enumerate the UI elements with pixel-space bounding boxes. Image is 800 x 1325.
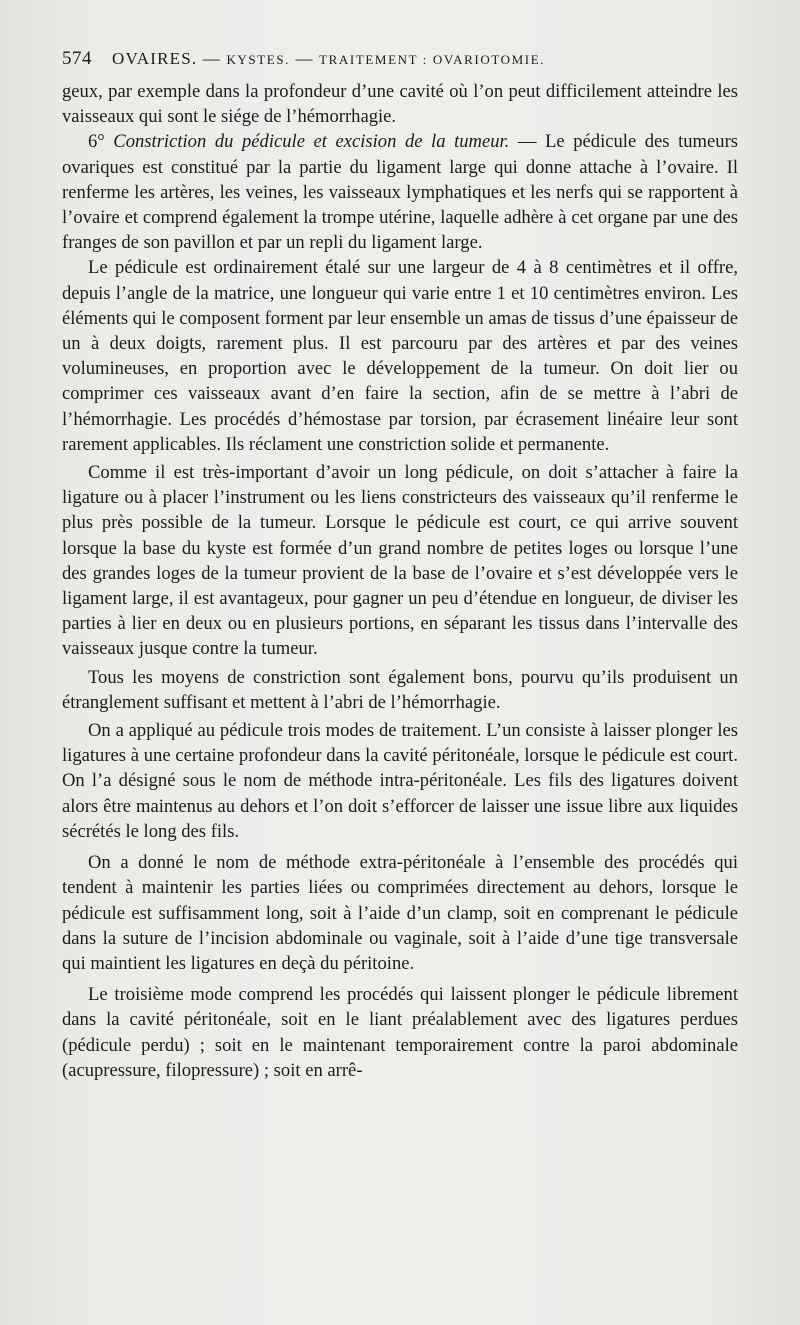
paragraph: Comme il est très-important d’avoir un long pédicule, on doit s’attacher à faire la ligature ou à placer l’instrument ou les liens constricteurs des vaisseaux qu’il renferme le plus près possible de la tumeur. Lorsque le pédicule est court, ce qui arrive souvent lorsque la base du kyste est formée d’un grand nombre de petites loges ou lorsque l’une des grandes loges de la tumeur provient de la base de l’ovaire et s’est développée vers le ligament large, il est avantageux, pour gagner un peu d’étendue en longueur, de diviser les parties à lier en deux ou en plusieurs portions, en séparant les tissus dans l’intervalle des vaisseaux jusque contre la tumeur.	[62, 462, 738, 660]
running-title-separator: —	[202, 49, 221, 68]
running-title-traitement: TRAITEMENT : OVARIOTOMIE.	[319, 52, 546, 67]
page-number: 574	[62, 48, 92, 69]
body-text	[62, 79, 738, 1083]
paragraph: Tous les moyens de constriction sont également bons, pourvu qu’ils produisent un étranglement suffisant et mettent à l’abri de l’hémorrhagie.	[62, 666, 738, 713]
paragraph-section-6	[62, 129, 738, 255]
paragraph-continued: geux, par exemple dans la profondeur d’une cavité où l’on peut difficilement atteindre les vaisseaux qui sont le siége de l’hémorrhagie.	[62, 81, 738, 128]
section-number: 6°	[88, 131, 105, 153]
paragraph: Le troisième mode comprend les procédés qui laissent plonger le pédicule librement dans la cavité péritonéale, soit en le liant préalablement avec des ligatures perdues (pédicule perdu) ; soit en le maintenant temporairement contre la paroi abdominale (acupressure, filopressure) ; soit en arrê-	[62, 984, 738, 1081]
running-title	[112, 49, 545, 69]
section-text: Le pédicule des tumeurs ovariques est constitué par la partie du ligament large qui donne attache à l’ovaire. Il renferme les artères, les veines, les vaisseaux lymphatiques et les nerfs qui se rapportent à l’ovaire et comprend également la trompe utérine, laquelle adhère à cet organe par une des franges de son pavillon et par un repli du ligament large.	[62, 131, 738, 254]
running-title-main: OVAIRES.	[112, 49, 198, 68]
running-header	[62, 48, 742, 74]
section-dash: —	[517, 131, 537, 153]
paragraph: Le pédicule est ordinairement étalé sur une largeur de 4 à 8 centimètres et il offre, depuis l’angle de la matrice, une longueur qui varie entre 1 et 10 centimètres environ. Les éléments qui le composent forment par leur ensemble un amas de tissus d’une épaisseur de un à deux doigts, rarement plus. Il est parcouru par des artères et par des veines volumineuses, en proportion avec le développement de la tumeur. On doit lier ou comprimer ces vaisseaux avant d’en faire la section, afin de se mettre à l’abri de l’hémorrhagie. Les procédés d’hémostase par torsion, par écrasement linéaire leur sont rarement applicables. Ils réclament une constriction solide et permanente.	[62, 257, 738, 455]
running-title-separator: —	[295, 49, 314, 68]
paragraph: On a appliqué au pédicule trois modes de traitement. L’un consiste à laisser plonger les ligatures à une certaine profondeur dans la cavité péritonéale, lorsque le pédicule est court. On l’a désigné sous le nom de méthode intra-péritonéale. Les fils des ligatures doivent alors être maintenus au dehors et l’on doit s’efforcer de laisser une issue libre aux liquides sécrétés le long des fils.	[62, 720, 738, 842]
running-title-kystes: KYSTES.	[226, 52, 291, 67]
section-heading: Constriction du pédicule et excision de la tumeur.	[113, 131, 510, 153]
paragraph: On a donné le nom de méthode extra-péritonéale à l’ensemble des procédés qui tendent à maintenir les parties liées ou comprimées directement au dehors, lorsque le pédicule est suffisamment long, soit à l’aide d’un clamp, soit en comprenant le pédicule dans la suture de l’incision abdominale ou vaginale, soit à l’aide d’une tige transversale qui maintient les ligatures en deçà du péritoine.	[62, 852, 738, 974]
